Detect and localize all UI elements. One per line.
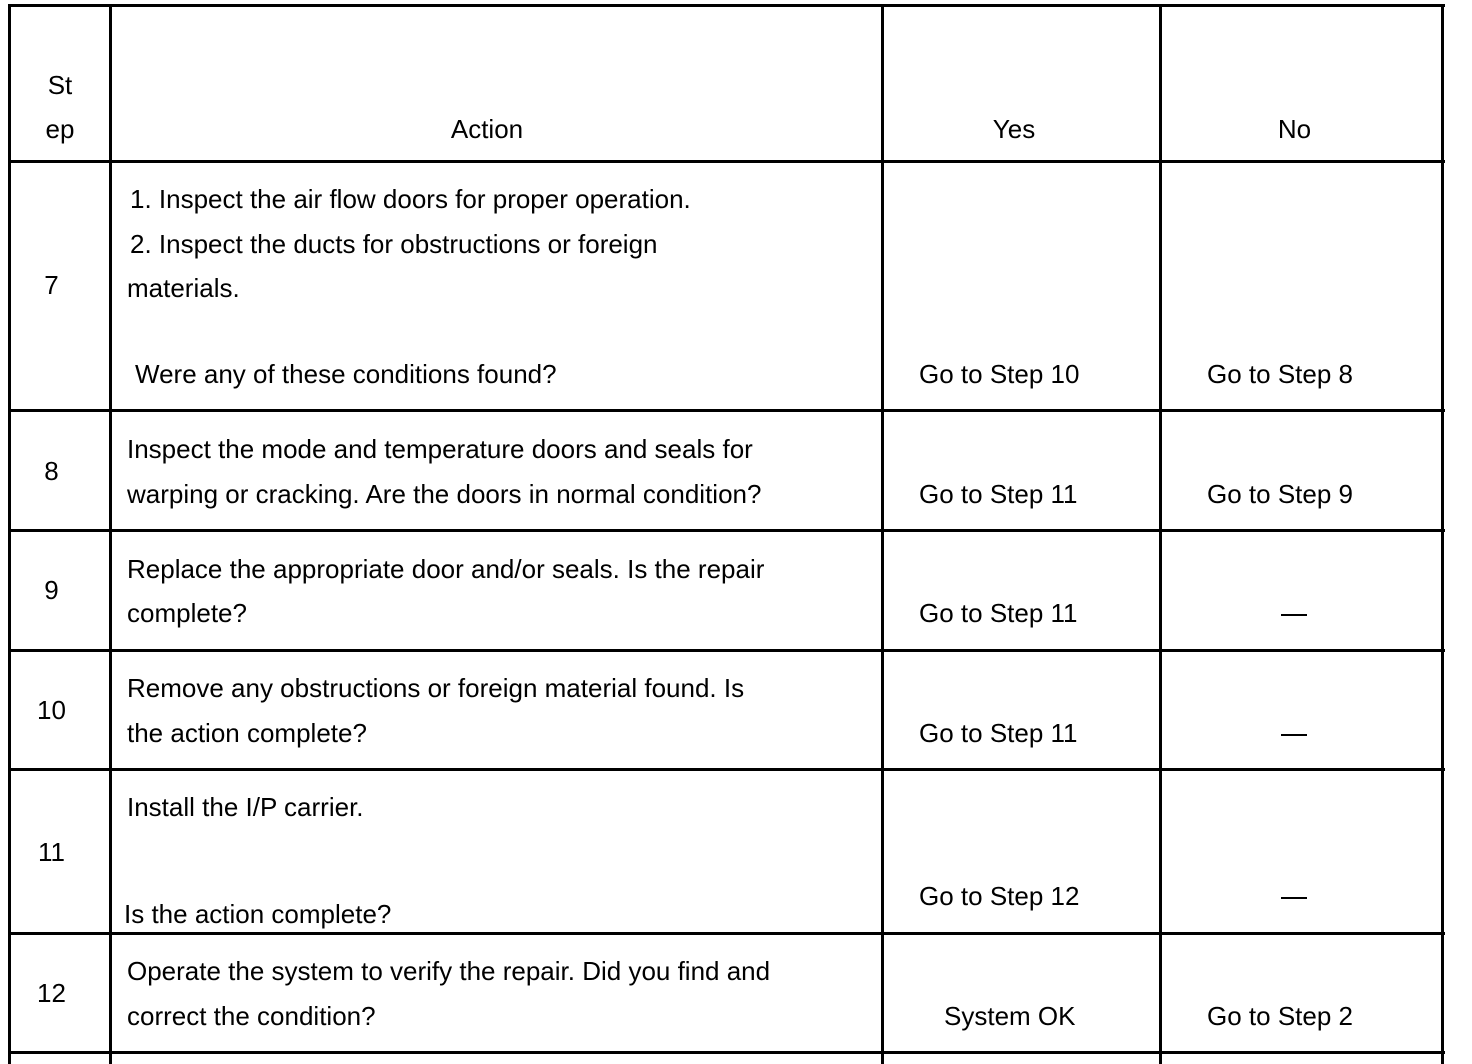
column-divider — [109, 4, 112, 1064]
yes-outcome: System OK — [944, 1001, 1076, 1031]
header-no: No — [1277, 114, 1312, 144]
no-outcome: Go to Step 2 — [1207, 1001, 1353, 1031]
step-number: 11 — [38, 837, 65, 867]
no-outcome-dash — [1281, 614, 1307, 616]
row-divider — [8, 768, 1445, 771]
column-divider — [881, 4, 884, 1064]
step-number: 10 — [37, 695, 66, 725]
table-border-top — [8, 4, 1445, 7]
step-number: 8 — [44, 456, 59, 486]
action-question: Is the action complete? — [124, 899, 392, 929]
action-item: 1. Inspect the air flow doors for proper operation. — [130, 184, 691, 214]
row-divider — [8, 932, 1445, 935]
yes-outcome: Go to Step 11 — [919, 479, 1078, 509]
action-text: Inspect the mode and temperature doors and seals for — [127, 434, 753, 464]
row-divider — [8, 409, 1445, 412]
action-text: Install the I/P carrier. — [127, 792, 364, 822]
action-text: Remove any obstructions or foreign material found. Is — [127, 673, 745, 703]
yes-outcome: Go to Step 11 — [919, 718, 1078, 748]
table-border-right — [1441, 4, 1444, 1064]
action-item-continued: materials. — [127, 273, 240, 303]
action-text: warping or cracking. Are the doors in normal condition? — [127, 479, 762, 509]
step-number: 9 — [44, 575, 59, 605]
yes-outcome: Go to Step 12 — [919, 881, 1080, 911]
row-divider — [8, 649, 1445, 652]
header-action: Action — [450, 114, 524, 144]
action-text: correct the condition? — [127, 1001, 376, 1031]
table-border-left — [8, 4, 11, 1064]
table-border-bottom — [8, 1051, 1445, 1054]
step-number: 7 — [44, 270, 59, 300]
header-step-line1: St — [47, 70, 73, 100]
no-outcome-dash — [1281, 897, 1307, 899]
yes-outcome: Go to Step 10 — [919, 359, 1080, 389]
no-outcome: Go to Step 9 — [1207, 479, 1353, 509]
row-divider — [8, 529, 1445, 532]
action-text: complete? — [127, 598, 247, 628]
header-step-line2: ep — [45, 114, 75, 144]
action-text: the action complete? — [127, 718, 367, 748]
header-yes: Yes — [992, 114, 1036, 144]
no-outcome: Go to Step 8 — [1207, 359, 1353, 389]
action-question: Were any of these conditions found? — [135, 359, 557, 389]
column-divider — [1159, 4, 1162, 1064]
action-text: Operate the system to verify the repair. Did you find and — [127, 956, 771, 986]
header-divider — [8, 160, 1445, 163]
step-number: 12 — [37, 978, 66, 1008]
action-item: 2. Inspect the ducts for obstructions or foreign — [130, 229, 658, 259]
yes-outcome: Go to Step 11 — [919, 598, 1078, 628]
no-outcome-dash — [1281, 734, 1307, 736]
action-text: Replace the appropriate door and/or seals. Is the repair — [127, 554, 765, 584]
